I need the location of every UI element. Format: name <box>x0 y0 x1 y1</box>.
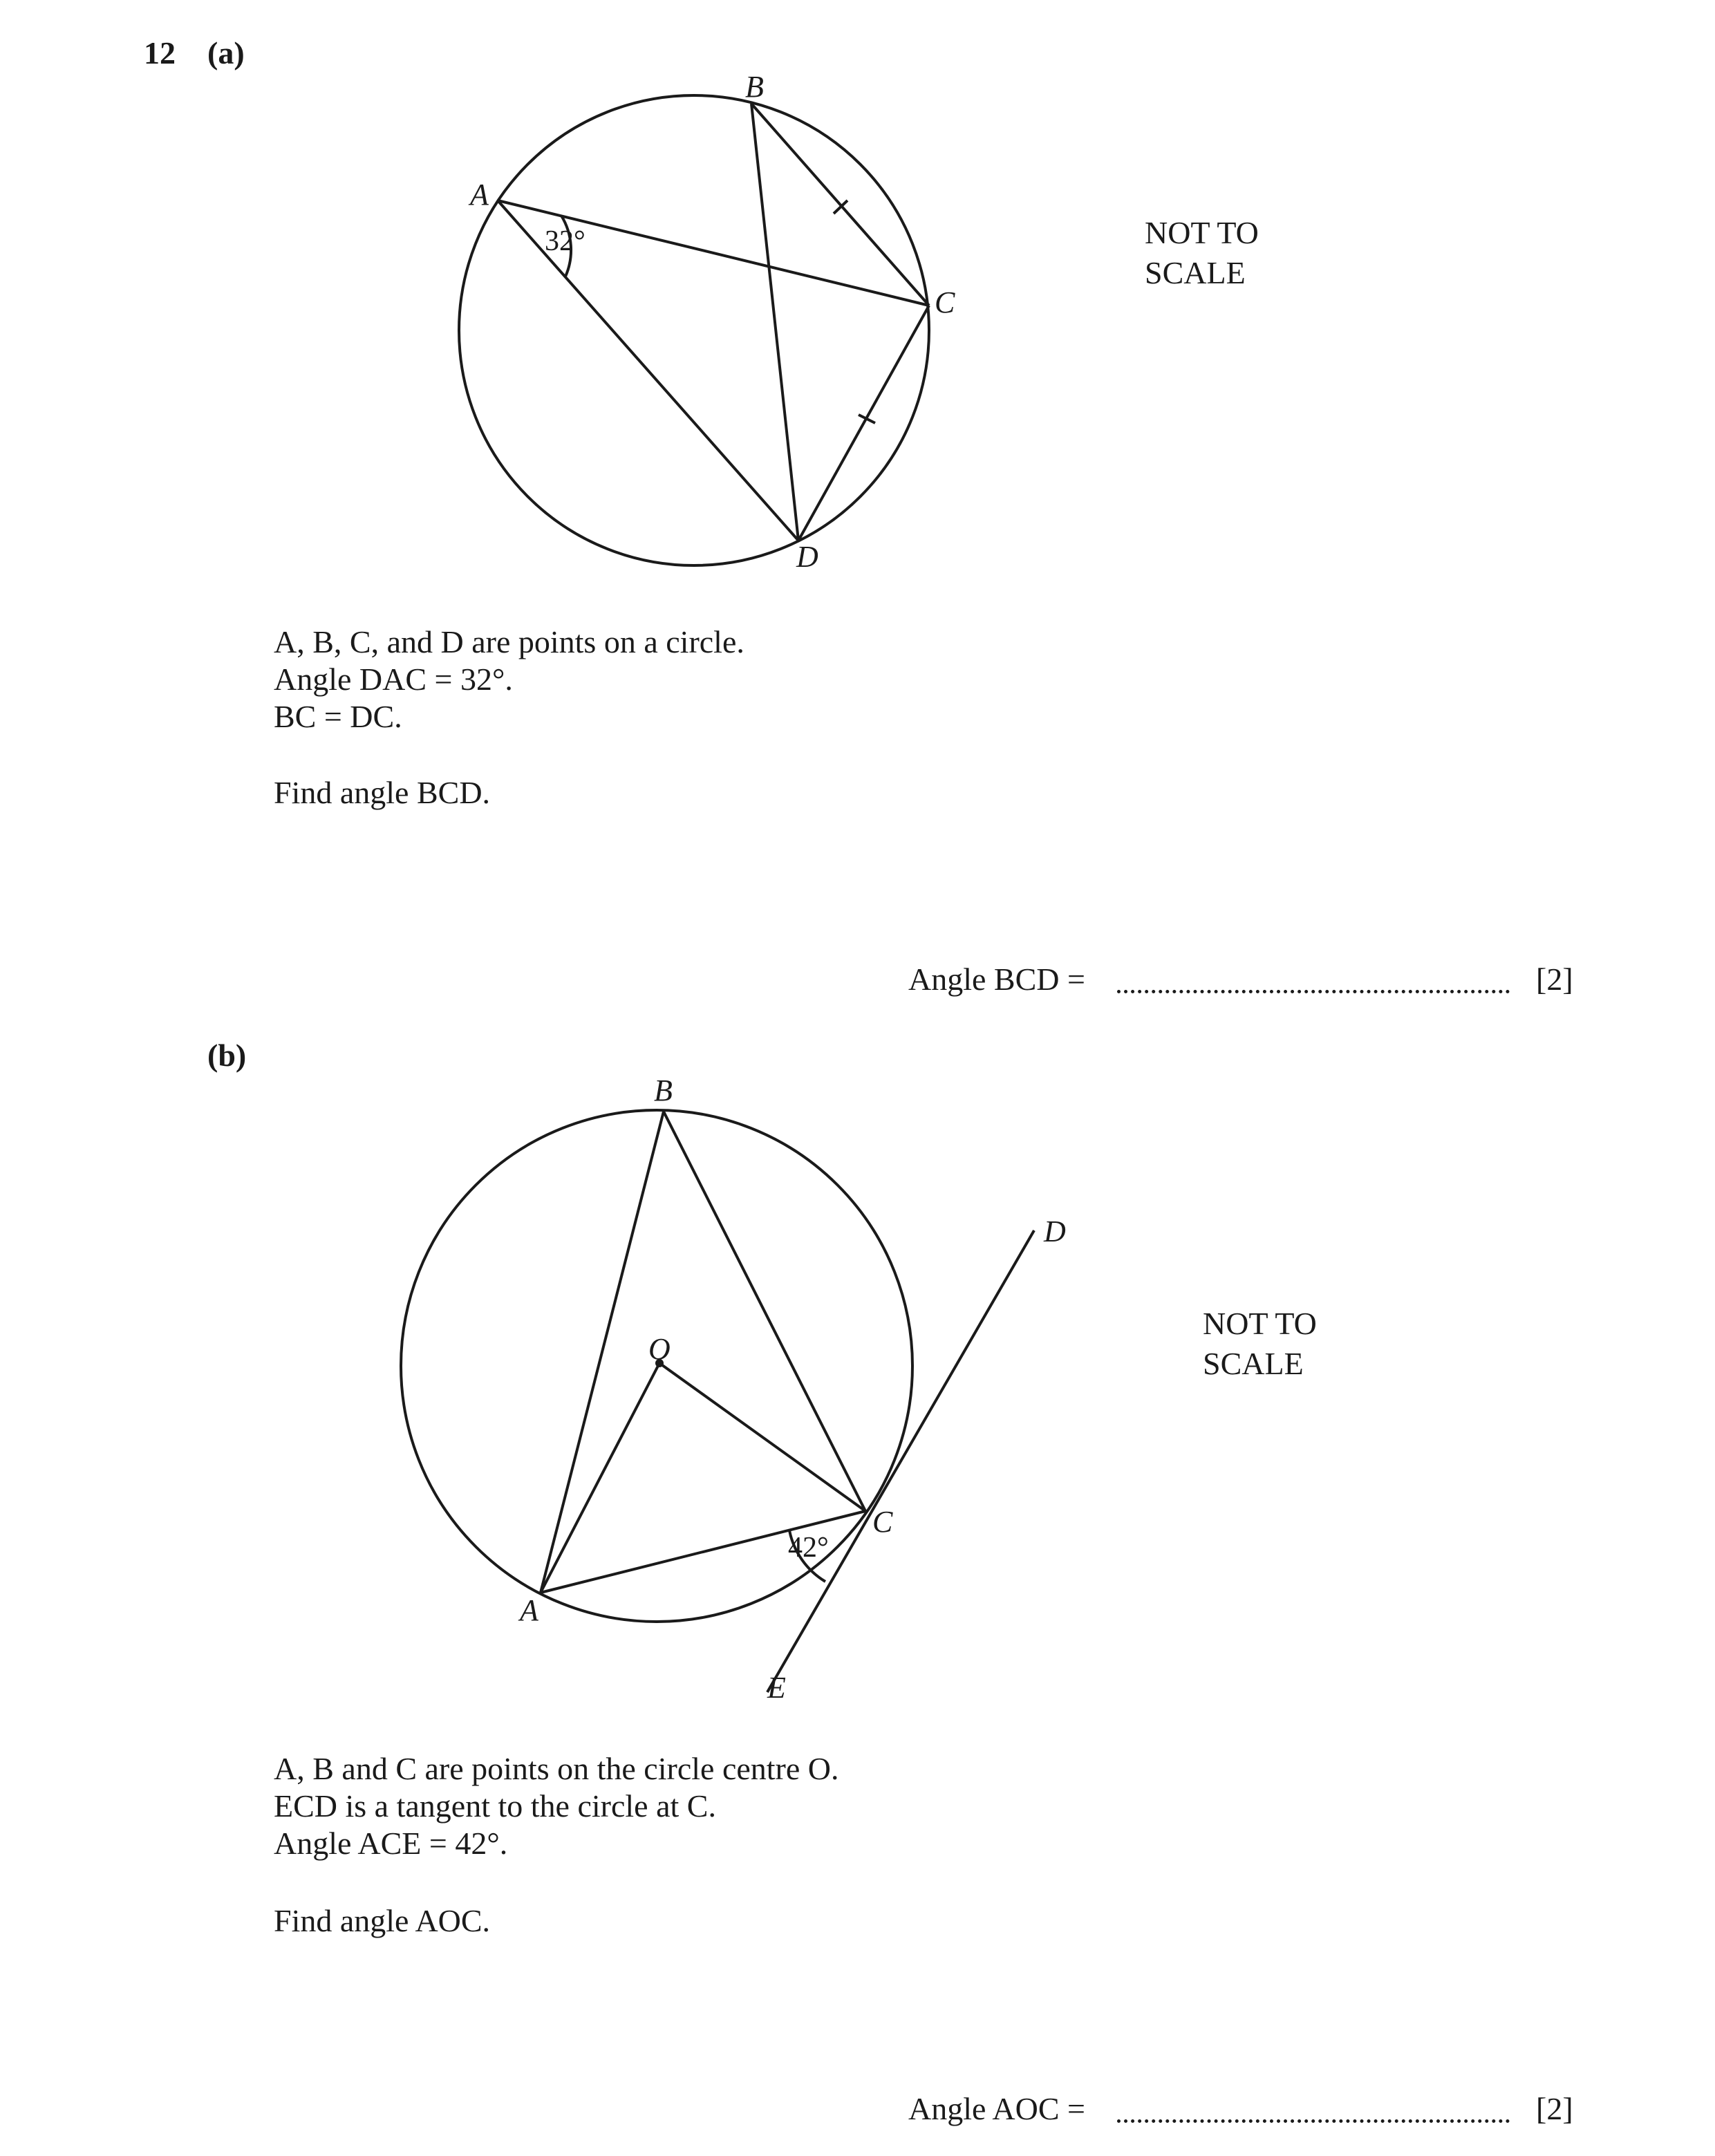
label-b-b: B <box>654 1074 673 1107</box>
part-b-answer-label: Angle AOC = <box>908 2091 1085 2126</box>
part-a-line-3: BC = DC. <box>274 699 402 734</box>
label-d: D <box>796 540 818 574</box>
label-c-b: C <box>872 1505 893 1539</box>
label-a: A <box>470 178 489 212</box>
part-a-instruction: Find angle BCD. <box>274 775 491 810</box>
tangent-ecd <box>767 1230 1034 1692</box>
part-a-line-2: Angle DAC = 32°. <box>274 662 513 697</box>
label-d-b: D <box>1044 1215 1066 1248</box>
chord-ab <box>541 1112 664 1593</box>
label-o: O <box>648 1332 671 1366</box>
part-a-answer-label: Angle BCD = <box>908 962 1085 997</box>
part-b-label: (b) <box>207 1038 247 1073</box>
chord-bc <box>751 104 929 306</box>
part-b-line-3: Angle ACE = 42°. <box>274 1826 508 1861</box>
part-a-not-to-scale <box>1145 213 1259 293</box>
part-b-line-1: A, B and C are points on the circle centre O. <box>274 1751 839 1786</box>
part-a-statements <box>274 624 744 735</box>
label-c: C <box>935 285 955 319</box>
diagram-a <box>459 70 955 574</box>
not-to-scale-line-2: SCALE <box>1145 255 1246 290</box>
part-a-label: (a) <box>207 35 245 71</box>
angle-label-32: 32° <box>545 225 585 257</box>
part-b-not-to-scale <box>1203 1304 1317 1384</box>
label-b: B <box>745 70 764 104</box>
chord-ad <box>498 200 798 541</box>
part-b-marks: [2] <box>1536 2091 1573 2126</box>
radius-oc <box>659 1363 865 1511</box>
label-e: E <box>767 1671 786 1705</box>
radius-oa <box>541 1363 659 1593</box>
part-b-statements <box>274 1750 839 1862</box>
part-b-line-2: ECD is a tangent to the circle at C. <box>274 1788 716 1824</box>
part-b-instruction: Find angle AOC. <box>274 1903 491 1938</box>
chord-bc-b <box>664 1112 865 1511</box>
question-number: 12 <box>144 35 176 71</box>
diagram-b <box>401 1074 1066 1705</box>
not-to-scale-line-1-b: NOT TO <box>1203 1306 1317 1341</box>
angle-label-42: 42° <box>788 1532 829 1564</box>
part-a-marks: [2] <box>1536 962 1573 997</box>
not-to-scale-line-2-b: SCALE <box>1203 1346 1304 1381</box>
circle-a <box>459 95 929 565</box>
part-a-line-1: A, B, C, and D are points on a circle. <box>274 624 744 659</box>
part-a-answer-field[interactable] <box>1117 990 1510 993</box>
part-b-answer-field[interactable] <box>1117 2119 1510 2123</box>
chord-bd <box>751 104 798 541</box>
not-to-scale-line-1: NOT TO <box>1145 215 1259 250</box>
label-a-b: A <box>520 1593 538 1627</box>
